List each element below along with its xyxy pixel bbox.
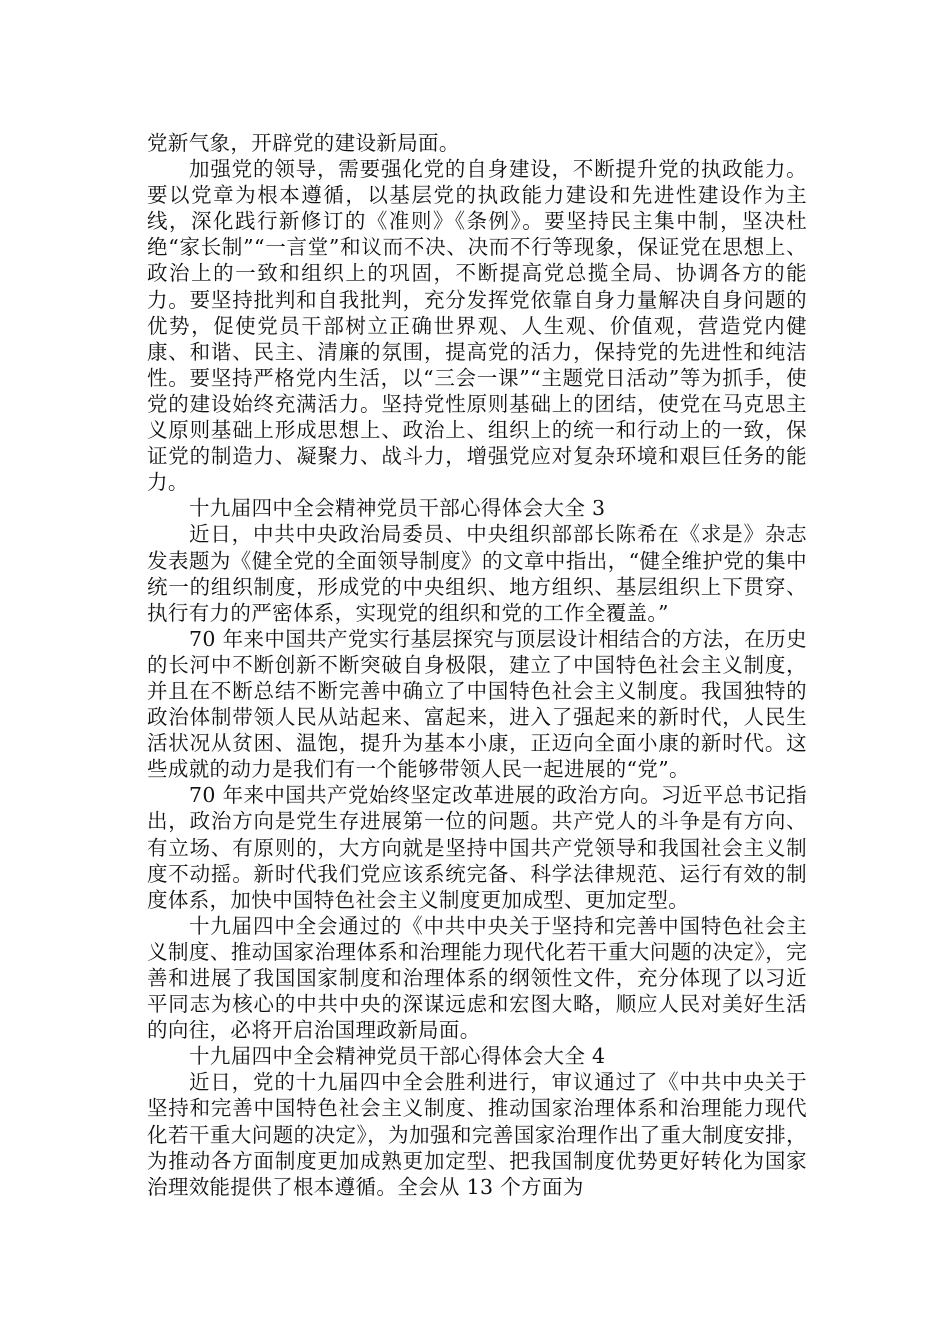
section-heading: 十九届四中全会精神党员干部心得体会大全 3 (189, 496, 606, 521)
paragraph: 近日，中共中央政治局委员、中央组织部部长陈希在《求是》杂志发表题为《健全党的全面领导制度》的文章中指出，“健全维护党的集中统一的组织制度，形成党的中央组织、地方组织、基层组织上下贯穿、执行有力的严密体系，实现党的组织和党的工作全覆盖。” (147, 522, 807, 625)
paragraph: 近日，党的十九届四中全会胜利进行，审议通过了《中共中央关于坚持和完善中国特色社会主义制度、推动国家治理体系和治理能力现代化若干重大问题的决定》，为加强和完善国家治理作出了重大制度安排，为推动各方面制度更加成熟更加定型、把我国制度优势更好转化为国家治理效能提供了根本遵循。全会从 13 个方面为 (147, 1070, 807, 1199)
paragraph: 加强党的领导，需要强化党的自身建设，不断提升党的执政能力。要以党章为根本遵循，以基层党的执政能力建设和先进性建设作为主线，深化践行新修订的《准则》《条例》。要坚持民主集中制，坚决杜绝“家长制”“一言堂”和议而不决、决而不行等现象，保证党在思想上、政治上的一致和组织上的巩固，不断提高党总揽全局、协调各方的能力。要坚持批判和自我批判，充分发挥党依靠自身力量解决自身问题的优势，促使党员干部树立正确世界观、人生观、价值观，营造党内健康、和谐、民主、清廉的氛围，提高党的活力，保持党的先进性和纯洁性。要坚持严格党内生活，以“三会一课”“主题党日活动”等为抓手，使党的建设始终充满活力。坚持党性原则基础上的团结，使党在马克思主义原则基础上形成思想上、政治上、组织上的统一和行动上的一致，保证党的制造力、凝聚力、战斗力，增强党应对复杂环境和艰巨任务的能力。 (147, 157, 808, 495)
document-body (147, 130, 807, 1200)
paragraph: 70 年来中国共产党实行基层探究与顶层设计相结合的方法，在历史的长河中不断创新不断突破自身极限，建立了中国特色社会主义制度，并且在不断总结不断完善中确立了中国特色社会主义制度。我国独特的政治体制带领人民从站起来、富起来，进入了强起来的新时代，人民生活状况从贫困、温饱，提升为基本小康，正迈向全面小康的新时代。这些成就的动力是我们有一个能够带领人民一起进展的“党”。 (147, 626, 807, 782)
paragraph-continued: 党新气象，开辟党的建设新局面。 (147, 131, 460, 155)
paragraph: 70 年来中国共产党始终坚定改革进展的政治方向。习近平总书记指出，政治方向是党生存进展第一位的问题。共产党人的斗争是有方向、有立场、有原则的，大方向就是坚持中国共产党领导和我国社会主义制度不动摇。新时代我们党应该系统完备、科学法律规范、运行有效的制度体系，加快中国特色社会主义制度更加成型、更加定型。 (147, 783, 807, 912)
section-heading: 十九届四中全会精神党员干部心得体会大全 4 (189, 1044, 606, 1069)
paragraph: 十九届四中全会通过的《中共中央关于坚持和完善中国特色社会主义制度、推动国家治理体系和治理能力现代化若干重大问题的决定》，完善和进展了我国国家制度和治理体系的纲领性文件，充分体现了以习近平同志为核心的中共中央的深谋远虑和宏图大略，顺应人民对美好生活的向往，必将开启治国理政新局面。 (147, 913, 807, 1043)
